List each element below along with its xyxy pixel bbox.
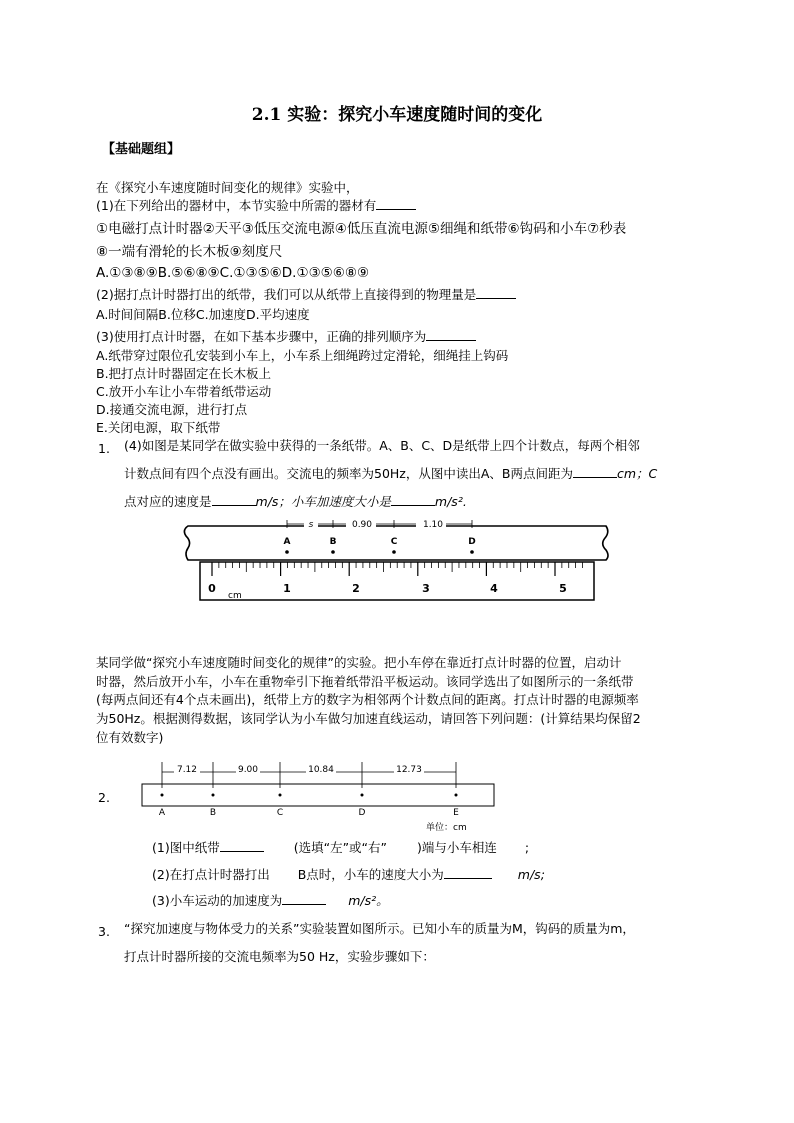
point-label: C	[390, 537, 398, 547]
distance-label: 12.73	[396, 765, 422, 775]
ruler-tape-figure	[176, 518, 616, 604]
q1-stem: (1)在下列给出的器材中，本节实验中所需的器材有	[96, 198, 416, 214]
q1-choices: A.①③⑧⑨B.⑤⑥⑧⑨C.①③⑤⑥D.①③⑤⑥⑧⑨	[96, 265, 370, 281]
point-label: D	[358, 808, 366, 818]
tape-dot	[392, 550, 396, 554]
point-label: A	[158, 808, 166, 818]
q3-option-c: C.放开小车让小车带着纸带运动	[96, 384, 272, 399]
answer-blank	[476, 298, 516, 299]
p2-text-5: 位有效数字)	[96, 730, 164, 745]
q1-items-line1: ①电磁打点计时器②天平③低压交流电源④低压直流电源⑤细绳和纸带⑥钩码和小车⑦秒表	[96, 221, 627, 237]
point-label: D	[468, 537, 476, 547]
q3-option-a: A.纸带穿过限位孔安装到小车上，小车系上细绳跨过定滑轮，细绳挂上钩码	[96, 348, 509, 363]
problem-number: 1.	[98, 441, 110, 456]
dimension-label: s	[308, 520, 314, 530]
distance-label: 10.84	[308, 765, 334, 775]
p2-sub3: (3)小车运动的加速度为 m/s²。	[152, 893, 389, 908]
scale-label: 4	[490, 582, 498, 595]
p2-sub2: (2)在打点计时器打出 B点时，小车的速度大小为 m/s;	[152, 867, 545, 882]
q2-choices: A.时间间隔B.位移C.加速度D.平均速度	[96, 307, 310, 322]
scale-label: 5	[559, 582, 567, 595]
answer-blank	[376, 209, 416, 210]
problem-number: 3.	[98, 924, 110, 939]
point-label: B	[329, 537, 337, 547]
point-label: A	[283, 537, 291, 547]
tape-dot	[470, 550, 474, 554]
p1-line2: 计数点间有四个点没有画出。交流电的频率为50Hz，从图中读出A、B两点间距为 cm；C	[124, 466, 658, 481]
q3-option-d: D.接通交流电源，进行打点	[96, 402, 248, 417]
p2-text-4: 为50Hz。根据测得数据，该同学认为小车做匀加速直线运动，请回答下列问题：(计算结果均保留2	[96, 711, 641, 726]
paper-tape	[142, 784, 494, 806]
answer-blank	[212, 505, 256, 506]
scale-label: 1	[283, 582, 291, 595]
section-heading: 【基础题组】	[102, 142, 181, 157]
tape-dot	[331, 550, 335, 554]
problem-number: 2.	[98, 790, 110, 805]
dimension-label: 0.90	[351, 520, 373, 530]
tape-dot	[285, 550, 289, 554]
tape-dot	[361, 794, 364, 797]
answer-blank	[282, 904, 326, 905]
p2-sub1: (1)图中纸带 (选填“左”或“右” )端与小车相连 ;	[152, 840, 530, 855]
scale-label: 2	[352, 582, 360, 595]
distance-label: 7.12	[176, 765, 198, 775]
answer-blank	[220, 851, 264, 852]
tape-dot	[212, 794, 215, 797]
dimension-label: 1.10	[422, 520, 444, 530]
answer-blank	[391, 505, 435, 506]
p2-text-1: 某同学做“探究小车速度随时间变化的规律”的实验。把小车停在靠近打点计时器的位置，启动计	[96, 655, 622, 670]
tape-figure	[140, 758, 500, 836]
tape-dot	[455, 794, 458, 797]
p3-line2: 打点计时器所接的交流电频率为50 Hz，实验步骤如下：	[124, 949, 435, 964]
p1-line1: (4)如图是某同学在做实验中获得的一条纸带。A、B、C、D是纸带上四个计数点，每两个相邻	[124, 438, 640, 453]
scale-label: 3	[422, 582, 430, 595]
p2-text-3: (每两点间还有4个点未画出)，纸带上方的数字为相邻两个计数点间的距离。打点计时器的电源频率	[96, 692, 639, 707]
answer-blank	[573, 477, 617, 478]
scale-label: 0	[208, 582, 216, 595]
p2-text-2: 时器，然后放开小车，小车在重物牵引下拖着纸带沿平板运动。该同学选出了如图所示的一条纸带	[96, 674, 634, 689]
distance-label: 9.00	[237, 765, 259, 775]
q3-option-e: E.关闭电源，取下纸带	[96, 420, 221, 435]
unit-label: 单位：cm	[426, 823, 467, 833]
q3-stem: (3)使用打点计时器，在如下基本步骤中，正确的排列顺序为	[96, 329, 476, 345]
q2-stem: (2)据打点计时器打出的纸带，我们可以从纸带上直接得到的物理量是	[96, 287, 516, 303]
tape-dot	[279, 794, 282, 797]
point-label: E	[453, 808, 459, 818]
intro-text: 在《探究小车速度随时间变化的规律》实验中，	[96, 180, 359, 195]
answer-blank	[426, 340, 476, 341]
q1-items-line2: ⑧一端有滑轮的长木板⑨刻度尺	[96, 244, 283, 260]
q3-option-b: B.把打点计时器固定在长木板上	[96, 366, 272, 381]
page-title: 2.1 实验：探究小车速度随时间的变化	[251, 105, 543, 125]
ruler-unit: cm	[228, 591, 242, 601]
p1-line3: 点对应的速度是 m/s；小车加速度大小是 m/s².	[124, 494, 467, 509]
point-label: B	[209, 808, 217, 818]
tape-dot	[161, 794, 164, 797]
answer-blank	[444, 878, 492, 879]
p3-line1: “探究加速度与物体受力的关系”实验装置如图所示。已知小车的质量为M，钩码的质量为m，	[124, 921, 635, 936]
point-label: C	[276, 808, 284, 818]
